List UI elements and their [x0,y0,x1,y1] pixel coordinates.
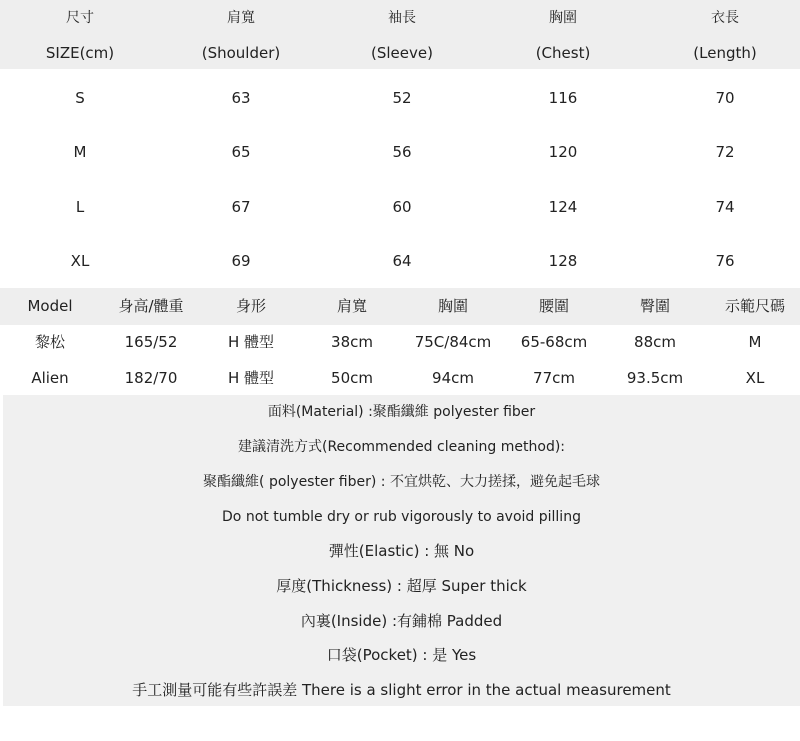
size-cell: M [73,143,87,161]
pocket-note: 口袋(Pocket) : 是 Yes [326,646,477,664]
waist-header: 腰圍 [538,297,570,315]
length-cell: 76 [715,252,735,270]
sleeve-cell: 60 [392,198,412,216]
model-header: Model [27,297,73,315]
body-type-header: 身形 [235,297,267,315]
chest-cell: 75C/84cm [414,333,492,351]
material-note: 面料(Material) :聚酯纖維 polyester fiber [267,404,536,420]
shoulder-header-zh: 肩寬 [227,10,255,26]
model-table-header [0,288,800,325]
body-type-cell: H 體型 [227,369,275,387]
model-name-cell: 黎松 [34,333,66,351]
chest-cell: 94cm [432,369,474,387]
shoulder-cell: 38cm [331,333,373,351]
model-size-cell: XL [745,369,765,387]
shoulder-cell: 69 [231,252,251,270]
size-table-body [0,69,800,287]
waist-cell: 65-68cm [520,333,588,351]
waist-cell: 77cm [533,369,575,387]
shoulder-header-en: (Shoulder) [201,44,281,62]
chest-cell: 120 [548,143,578,161]
size-cell: L [75,198,85,216]
length-header-zh: 衣長 [711,10,739,26]
model-size-header: 示範尺碼 [724,297,786,315]
sleeve-cell: 52 [392,89,412,107]
chest-cell: 124 [548,198,578,216]
height-weight-header: 身高/體重 [118,297,184,315]
length-header-en: (Length) [693,44,757,62]
model-size-cell: M [748,333,762,351]
length-cell: 70 [715,89,735,107]
elastic-note: 彈性(Elastic) : 無 No [328,542,475,560]
shoulder-cell: 65 [231,143,251,161]
sleeve-header-zh: 袖長 [388,10,416,26]
shoulder-cell: 67 [231,198,251,216]
cleaning-note-zh: 聚酯纖維( polyester fiber) : 不宜烘乾、大力搓揉，避免起毛球 [203,474,600,490]
chest-cell: 116 [548,89,578,107]
body-type-cell: H 體型 [227,333,275,351]
sleeve-header-en: (Sleeve) [371,44,433,62]
inside-note: 內裏(Inside) :有鋪棉 Padded [300,612,503,630]
size-header-en: SIZE(cm) [45,44,115,62]
shoulder-header: 肩寬 [336,297,368,315]
length-cell: 72 [715,143,735,161]
hip-cell: 88cm [634,333,676,351]
measurement-error-note: 手工測量可能有些許誤差 There is a slight error in the actual measurement [132,681,671,699]
size-cell: XL [70,252,90,270]
size-cell: S [75,89,85,107]
cleaning-note-en: Do not tumble dry or rub vigorously to avoid pilling [222,509,581,525]
thickness-note: 厚度(Thickness) : 超厚 Super thick [276,577,527,595]
height-weight-cell: 182/70 [124,369,178,387]
height-weight-cell: 165/52 [124,333,178,351]
length-cell: 74 [715,198,735,216]
chest-header-zh: 胸圍 [549,10,577,26]
chest-header: 胸圍 [437,297,469,315]
model-name-cell: Alien [31,369,69,387]
hip-cell: 93.5cm [626,369,684,387]
chest-header-en: (Chest) [535,44,591,62]
care-notes [3,395,800,706]
hip-header: 臀圍 [639,297,671,315]
cleaning-title: 建議清洗方式(Recommended cleaning method): [237,439,566,455]
chest-cell: 128 [548,252,578,270]
model-table-body [0,325,800,395]
size-table-header [0,0,800,69]
size-header-zh: 尺寸 [66,10,94,26]
shoulder-cell: 63 [231,89,251,107]
sleeve-cell: 56 [392,143,412,161]
sleeve-cell: 64 [392,252,412,270]
shoulder-cell: 50cm [331,369,373,387]
